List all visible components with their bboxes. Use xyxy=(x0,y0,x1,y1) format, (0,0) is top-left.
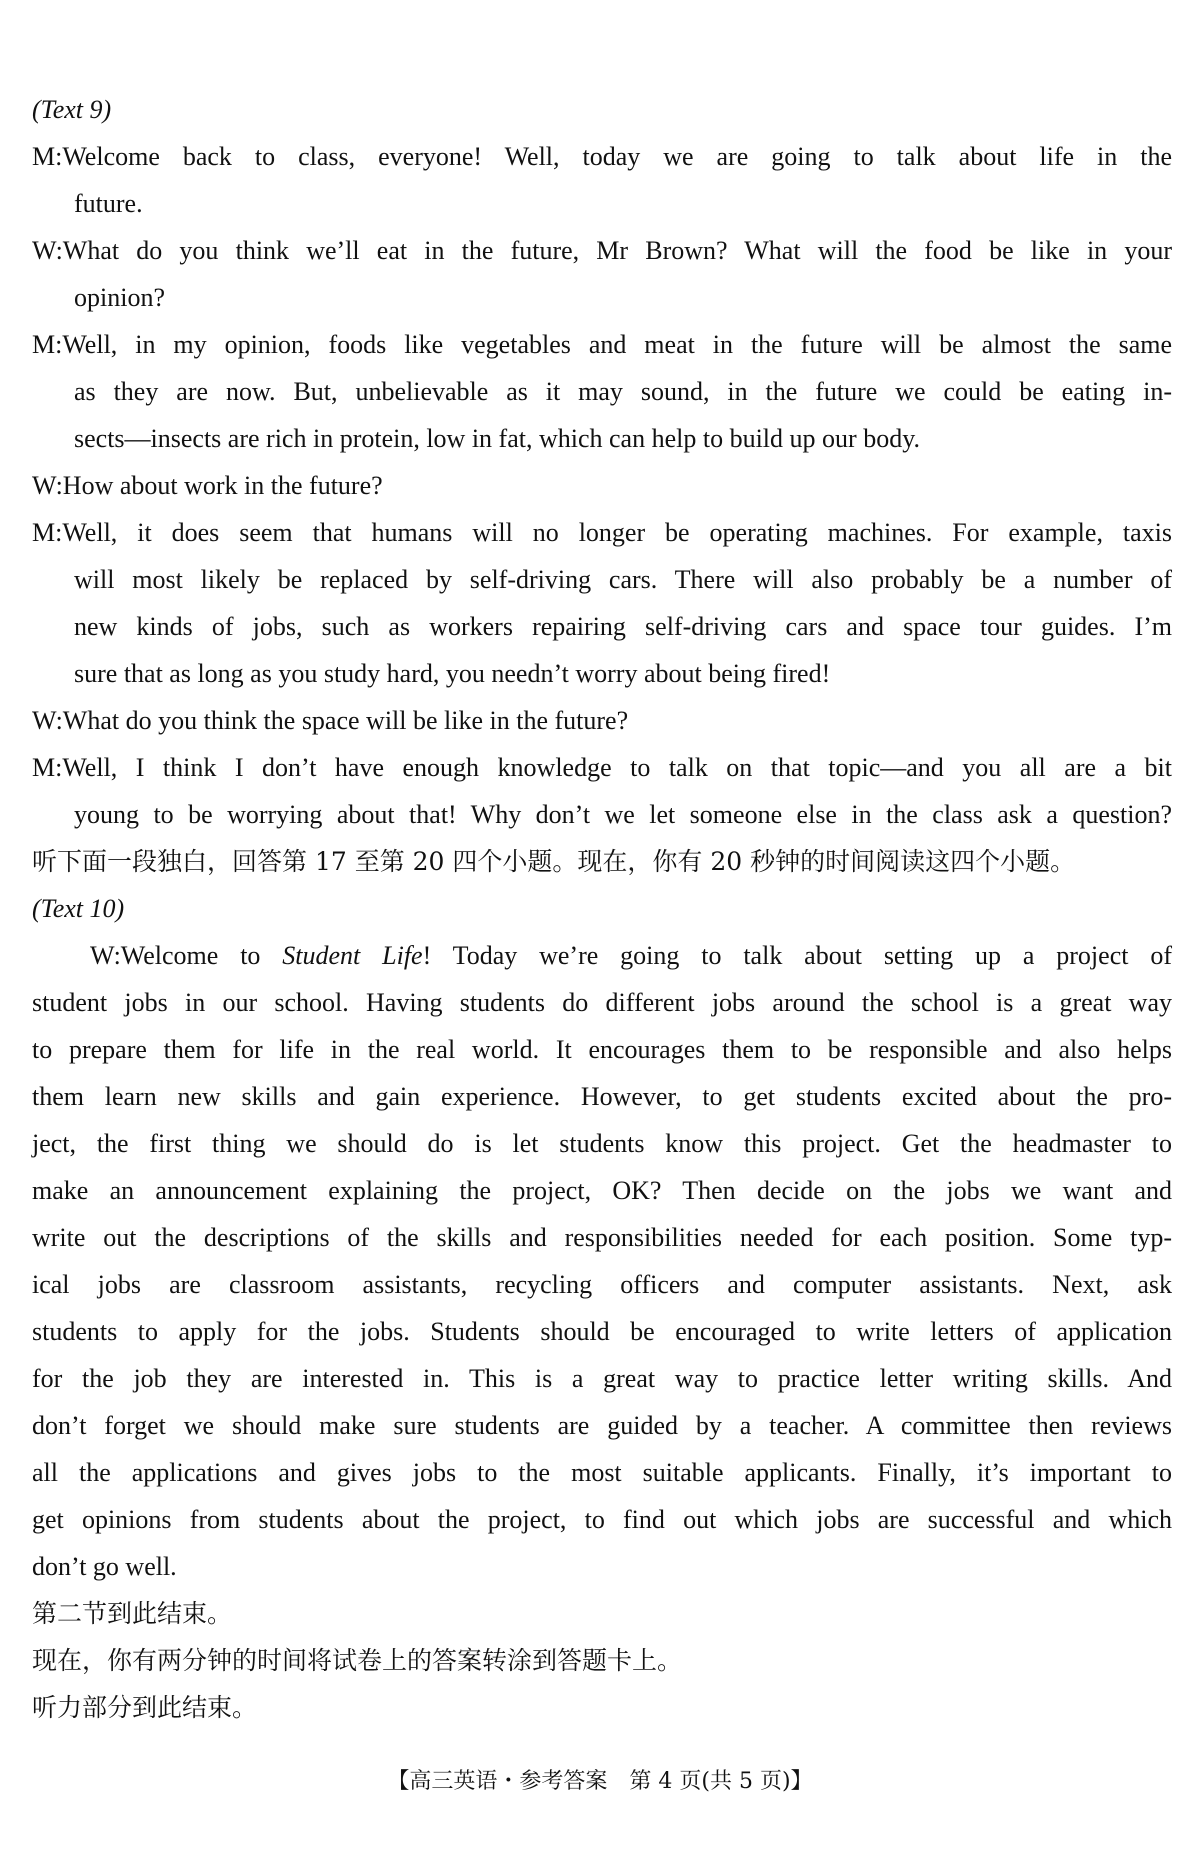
closing-line: 第二节到此结束。 xyxy=(32,1599,233,1628)
program-title: Student Life xyxy=(282,941,423,970)
text10-line: make an announcement explaining the project, OK? Then decide on the jobs we want and xyxy=(32,1176,1172,1205)
text10-suffix: ! Today we’re going to talk about setting up a project of xyxy=(422,941,1172,970)
text9-line: young to be worrying about that! Why don’t we let someone else in the class ask a question? xyxy=(74,800,1172,829)
transcript-content xyxy=(32,86,1172,1731)
text10-first-line xyxy=(32,932,1172,979)
text9-line: W:What do you think the space will be like in the future? xyxy=(32,706,629,735)
text9-line: sects—insects are rich in protein, low in fat, which can help to build up our body. xyxy=(74,424,921,453)
text9-line: W:How about work in the future? xyxy=(32,471,383,500)
text9-line: sure that as long as you study hard, you needn’t worry about being fired! xyxy=(74,659,831,688)
page-footer: 【高三英语・参考答案 第 4 页(共 5 页)】 xyxy=(387,1769,813,1794)
text10-line: for the job they are interested in. This is a great way to practice letter writing skills. And xyxy=(32,1364,1172,1393)
text9-line: as they are now. But, unbelievable as it may sound, in the future we could be eating in- xyxy=(74,377,1172,406)
text9-line: M:Well, in my opinion, foods like vegetables and meat in the future will be almost the same xyxy=(32,330,1172,359)
text10-prefix: W:Welcome to xyxy=(90,941,283,970)
text9-line: new kinds of jobs, such as workers repairing self-driving cars and space tour guides. I’m xyxy=(74,612,1172,641)
text9-line: M:Well, I think I don’t have enough knowledge to talk on that topic—and you all are a bit xyxy=(32,753,1172,782)
text10-line: get opinions from students about the project, to find out which jobs are successful and which xyxy=(32,1505,1172,1534)
text10-line: students to apply for the jobs. Students should be encouraged to write letters of application xyxy=(32,1317,1172,1346)
text10-line: don’t forget we should make sure students are guided by a teacher. A committee then reviews xyxy=(32,1411,1172,1440)
text10-line: student jobs in our school. Having students do different jobs around the school is a great way xyxy=(32,988,1172,1017)
text10-line: all the applications and gives jobs to the most suitable applicants. Finally, it’s important to xyxy=(32,1458,1172,1487)
text9-line: opinion? xyxy=(74,283,165,312)
text9-line: W:What do you think we’ll eat in the future, Mr Brown? What will the food be like in your xyxy=(32,236,1172,265)
closing-line: 现在，你有两分钟的时间将试卷上的答案转涂到答题卡上。 xyxy=(32,1646,683,1675)
text10-label: (Text 10) xyxy=(32,894,125,923)
text9-line: future. xyxy=(74,189,143,218)
text9-line: M:Welcome back to class, everyone! Well, today we are going to talk about life in the xyxy=(32,142,1172,171)
text10-line: ical jobs are classroom assistants, recycling officers and computer assistants. Next, ask xyxy=(32,1270,1172,1299)
text9-label: (Text 9) xyxy=(32,95,112,124)
closing-line: 听力部分到此结束。 xyxy=(32,1693,258,1722)
text10-line: them learn new skills and gain experience. However, to get students excited about the pro- xyxy=(32,1082,1172,1111)
instruction-17-20: 听下面一段独白，回答第 17 至第 20 四个小题。现在，你有 20 秒钟的时间阅读这四个小题。 xyxy=(32,847,1076,876)
text9-line: will most likely be replaced by self-driving cars. There will also probably be a number of xyxy=(74,565,1172,594)
text9-line: M:Well, it does seem that humans will no longer be operating machines. For example, taxis xyxy=(32,518,1172,547)
text10-line: write out the descriptions of the skills and responsibilities needed for each position. Some typ- xyxy=(32,1223,1172,1252)
text10-line: ject, the first thing we should do is let students know this project. Get the headmaster to xyxy=(32,1129,1172,1158)
text10-line: to prepare them for life in the real world. It encourages them to be responsible and also helps xyxy=(32,1035,1172,1064)
text10-line: don’t go well. xyxy=(32,1552,177,1581)
